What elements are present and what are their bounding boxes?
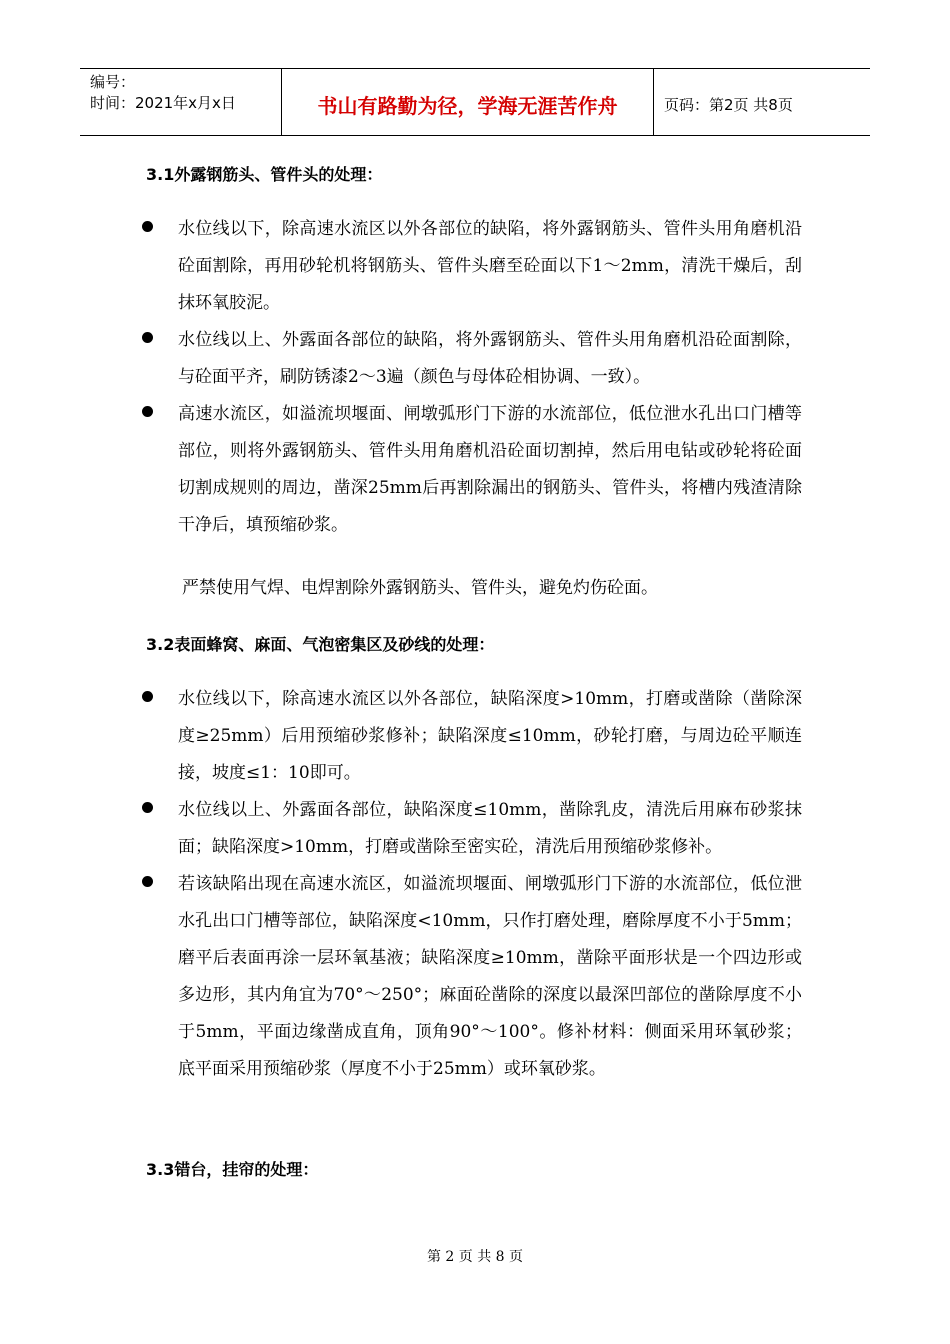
bullet-icon	[142, 221, 153, 232]
header-table	[80, 68, 870, 136]
bullet-icon	[142, 802, 153, 813]
list-item	[142, 211, 802, 322]
bullet-icon	[142, 406, 153, 417]
bullet-icon	[142, 332, 153, 343]
list-item-text: 水位线以下，除高速水流区以外各部位，缺陷深度>10mm，打磨或凿除（凿除深度≥25mm）后用预缩砂浆修补；缺陷深度≤10mm，砂轮打磨，与周边砼平顺连接，坡度≤1：10即可。	[178, 689, 802, 783]
header-page-info: 页码：第2页 共8页	[664, 95, 793, 114]
list-item	[142, 792, 802, 866]
section-heading-3-2: 3.2表面蜂窝、麻面、气泡密集区及砂线的处理：	[146, 635, 495, 654]
list-item-text: 水位线以下，除高速水流区以外各部位的缺陷，将外露钢筋头、管件头用角磨机沿砼面割除，再用砂轮机将钢筋头、管件头磨至砼面以下1～2mm，清洗干燥后，刮抹环氧胶泥。	[178, 219, 802, 313]
header-meta	[80, 69, 282, 135]
list-item	[142, 866, 802, 1088]
warning-note: 严禁使用气焊、电焊割除外露钢筋头、管件头，避免灼伤砼面。	[182, 578, 658, 598]
header-motto: 书山有路勤为径，学海无涯苦作舟	[282, 69, 654, 135]
list-item-text: 若该缺陷出现在高速水流区，如溢流坝堰面、闸墩弧形门下游的水流部位，低位泄水孔出口门槽等部位，缺陷深度<10mm，只作打磨处理，磨除厚度不小于5mm；磨平后表面再涂一层环氧基液；缺陷深度≥10mm，凿除平面形状是一个四边形或多边形，其内角宜为70°～250°；麻面砼凿除的深度以最深凹部位的凿除厚度不小于5mm，平面边缘凿成直角，顶角90°～100°。修补材料：侧面采用环氧砂浆；底平面采用预缩砂浆（厚度不小于25mm）或环氧砂浆。	[178, 874, 802, 1079]
page-footer: 第 2 页 共 8 页	[426, 1249, 524, 1265]
list-item-text: 水位线以上、外露面各部位，缺陷深度≤10mm，凿除乳皮，清洗后用麻布砂浆抹面；缺陷深度>10mm，打磨或凿除至密实砼，清洗后用预缩砂浆修补。	[178, 800, 802, 857]
bullet-icon	[142, 876, 153, 887]
section-heading-3-3: 3.3错台，挂帘的处理：	[146, 1160, 319, 1179]
number-label: 编号：	[90, 73, 136, 91]
list-item	[142, 396, 802, 544]
list-item-text: 水位线以上、外露面各部位的缺陷，将外露钢筋头、管件头用角磨机沿砼面割除，与砼面平齐，刷防锈漆2～3遍（颜色与母体砼相协调、一致）。	[178, 330, 802, 387]
list-item	[142, 322, 802, 396]
list-item-text: 高速水流区，如溢流坝堰面、闸墩弧形门下游的水流部位，低位泄水孔出口门槽等部位，则将外露钢筋头、管件头用角磨机沿砼面切割掉，然后用电钻或砂轮将砼面切割成规则的周边，凿深25mm后再割除漏出的钢筋头、管件头，将槽内残渣清除干净后，填预缩砂浆。	[178, 404, 802, 535]
bullet-icon	[142, 691, 153, 702]
time-label: 时间：2021年x月x日	[90, 94, 236, 112]
section-heading-3-1: 3.1外露钢筋头、管件头的处理：	[146, 165, 383, 184]
list-item	[142, 681, 802, 792]
